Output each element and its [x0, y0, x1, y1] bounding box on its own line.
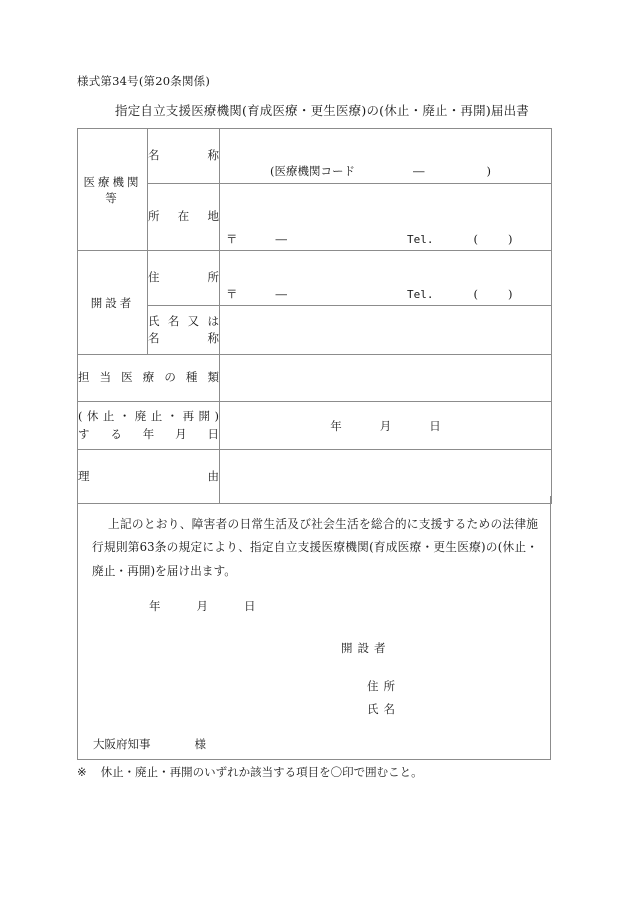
founder-tel-label: Tel.	[407, 288, 434, 301]
label-institution-group: 医療機関等	[78, 129, 148, 251]
label-founder-name-line1: 氏名又は	[148, 313, 219, 328]
addressee-honorific: 様	[194, 737, 206, 751]
field-founder-address[interactable]	[220, 251, 552, 306]
institution-tel-open-paren: (	[473, 232, 478, 246]
footnote-text: 休止・廃止・再開のいずれか該当する項目を〇印で囲むこと。	[100, 765, 423, 779]
field-care-type[interactable]	[220, 355, 552, 402]
signature-address-label[interactable]: 住所	[367, 679, 400, 693]
document-title: 指定自立支援医療機関(育成医療・更生医療)の(休止・廃止・再開)届出書	[115, 103, 530, 118]
declaration-line-3: を届け出ます。	[155, 563, 236, 578]
label-institution-location: 所在地	[148, 184, 220, 251]
table-row-institution-location	[78, 184, 552, 251]
institution-tel-label: Tel.	[407, 233, 434, 246]
label-founder-address: 住所	[148, 251, 220, 306]
institution-tel-close-paren: )	[508, 232, 513, 246]
footnote-mark-icon: ※	[77, 765, 87, 779]
addressee-line	[93, 736, 206, 752]
declaration-date-year: 年	[149, 599, 161, 613]
addressee-name: 大阪府知事	[93, 737, 151, 751]
declaration-line-1: 上記のとおり、障害者の日常生活及び社会生活を総合的に支援するための法律施行規則	[92, 517, 538, 555]
zip-mark-icon: 〒	[226, 232, 238, 246]
institution-code-suffix: )	[486, 164, 491, 178]
change-date-day: 日	[429, 418, 441, 433]
field-institution-location[interactable]	[220, 184, 552, 251]
table-row-founder-name	[78, 306, 552, 355]
declaration-line-2: 第63条の規定により、指定自立支援医療機関(育成医療・更生医療)の(休止・廃止・再開)	[92, 540, 538, 578]
field-institution-name[interactable]	[220, 129, 552, 184]
label-reason: 理由	[78, 450, 220, 504]
founder-tel-open-paren: (	[473, 287, 478, 301]
founder-zip-tel-line	[226, 286, 513, 302]
institution-code-line	[270, 163, 491, 179]
zip-mark-icon: 〒	[226, 287, 238, 301]
signature-founder-label: 開設者	[341, 641, 391, 655]
institution-zip-dash: ―	[275, 232, 287, 246]
application-form-table	[77, 128, 552, 504]
field-founder-name[interactable]	[220, 306, 552, 355]
label-change-date	[78, 402, 220, 450]
declaration-block	[77, 496, 551, 760]
label-institution-name: 名称	[148, 129, 220, 184]
institution-code-prefix: (医療機関コード	[270, 164, 355, 178]
signature-name-label[interactable]: 氏名	[367, 702, 400, 716]
declaration-date-line[interactable]	[149, 598, 256, 614]
founder-zip-dash: ―	[275, 287, 287, 301]
declaration-date-day: 日	[244, 599, 256, 613]
label-change-date-line2: する年月日	[78, 426, 219, 441]
table-row-founder-address	[78, 251, 552, 306]
institution-zip-tel-line	[226, 231, 513, 247]
founder-tel-close-paren: )	[508, 287, 513, 301]
table-row-institution-name	[78, 129, 552, 184]
table-row-care-type	[78, 355, 552, 402]
label-founder-name	[148, 306, 220, 355]
table-row-change-date	[78, 402, 552, 450]
label-founder-name-line2: 名称	[148, 331, 219, 345]
declaration-date-month: 月	[196, 599, 208, 613]
label-change-date-line1: (休止・廃止・再開)	[78, 408, 219, 423]
label-care-type: 担当医療の種類	[78, 355, 220, 402]
field-change-date[interactable]	[220, 402, 552, 450]
change-date-month: 月	[379, 418, 392, 433]
institution-code-dash: ―	[413, 164, 425, 178]
form-number: 様式第34号(第20条関係)	[77, 74, 211, 88]
change-date-year: 年	[330, 418, 342, 433]
footnote	[77, 764, 423, 780]
declaration-paragraph	[92, 513, 538, 583]
label-founder-group: 開設者	[78, 251, 148, 355]
